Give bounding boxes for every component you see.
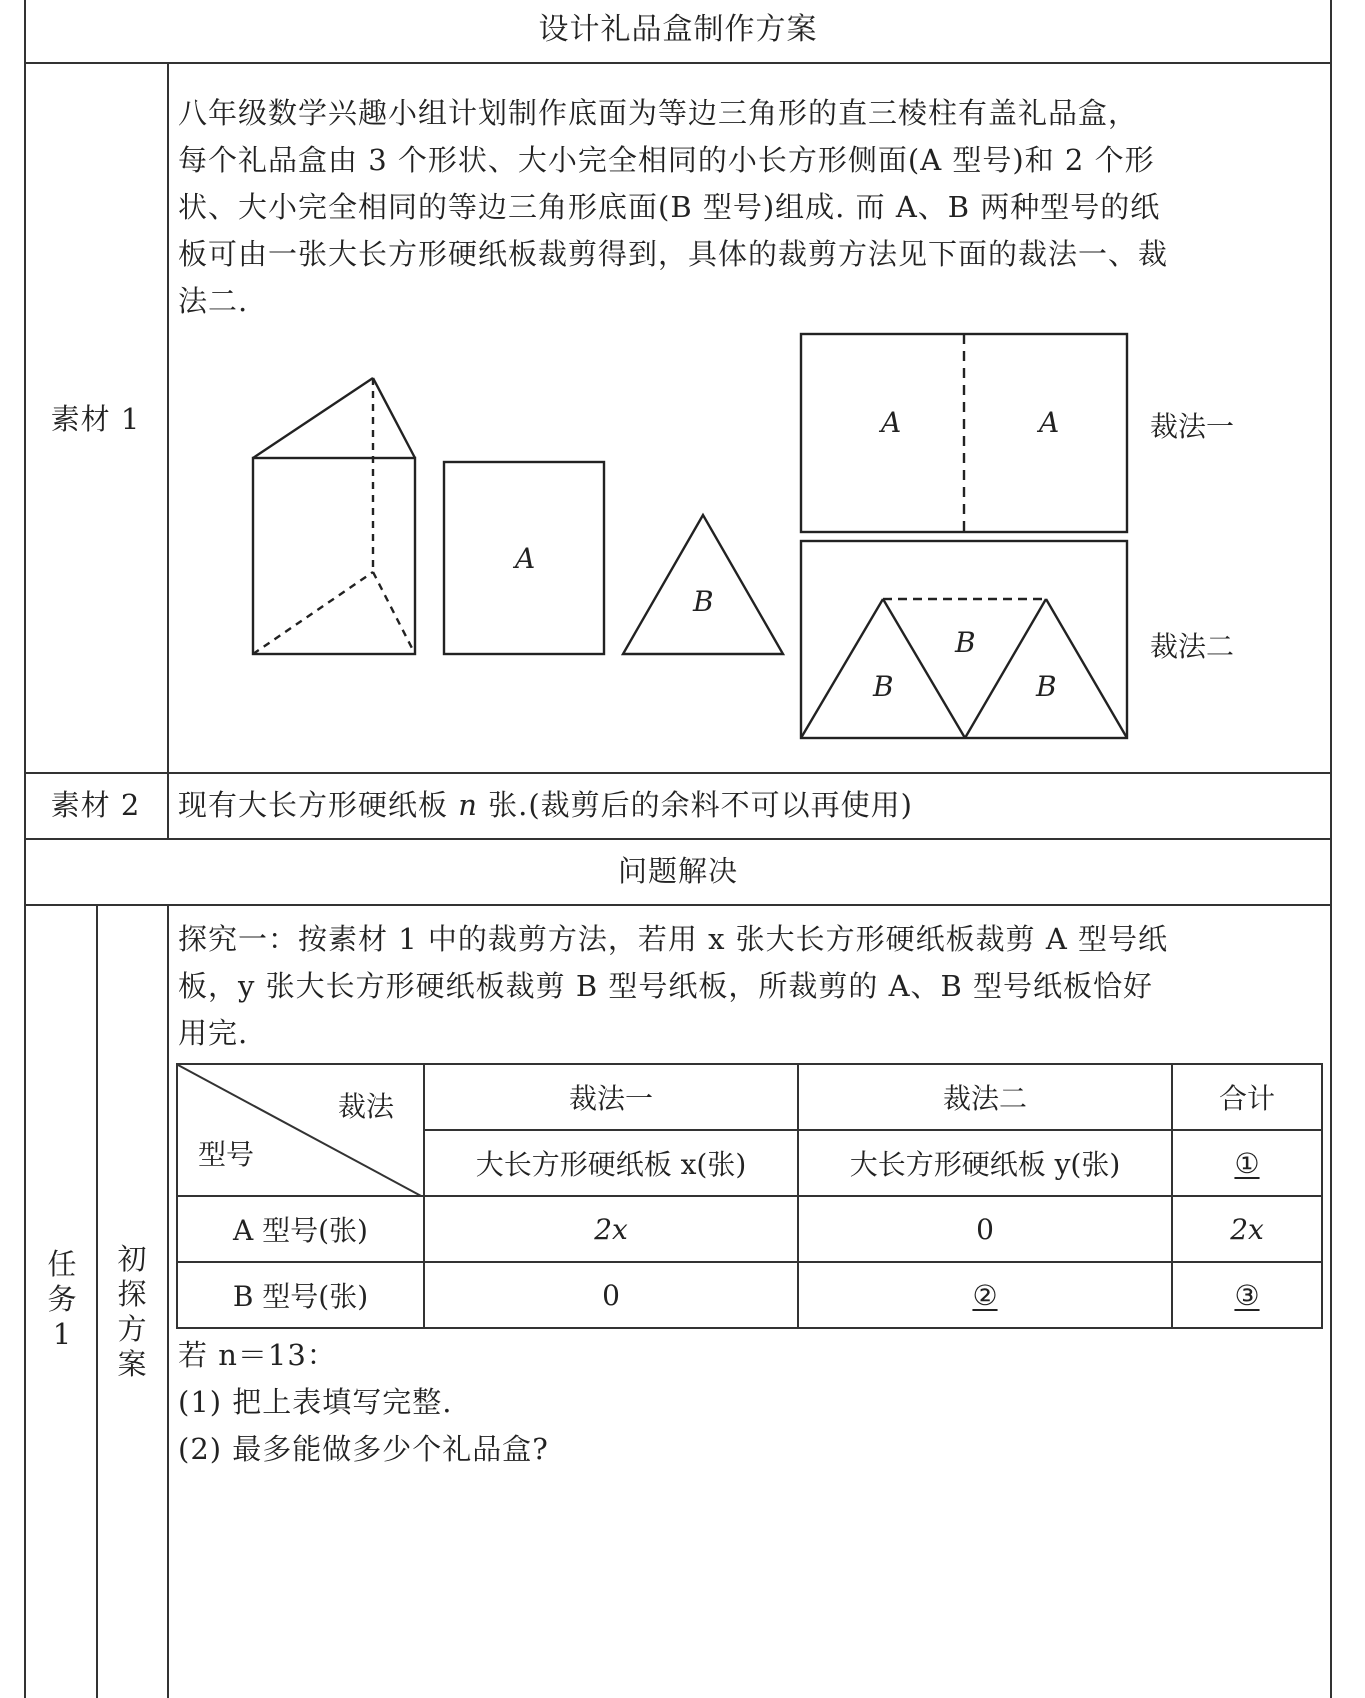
task1-intro (178, 916, 1328, 1057)
table-row-b-label: B 型号(张) (177, 1262, 424, 1328)
task1-sublabel-char: 初 (117, 1242, 147, 1276)
table-corner-cell (177, 1064, 424, 1196)
task1-intro-line: 探究一：按素材 1 中的裁剪方法，若用 x 张大长方形硬纸板裁剪 A 型号纸 (178, 922, 1169, 956)
table-subheader-method2: 大长方形硬纸板 y(张) (798, 1130, 1172, 1196)
material1-label: 素材 1 (50, 402, 141, 436)
material1-line: 状、大小完全相同的等边三角形底面(B 型号)组成. 而 A、B 两种型号的纸 (178, 190, 1161, 224)
method2-part-label: B (1036, 670, 1057, 703)
task-sub-divider (96, 904, 98, 1698)
table-blank-3: ③ (1172, 1262, 1322, 1328)
task1-label-char: 务 (47, 1282, 77, 1316)
table-row-a-label: A 型号(张) (177, 1196, 424, 1262)
table-blank-1: ① (1172, 1130, 1322, 1196)
material1-line: 八年级数学兴趣小组计划制作底面为等边三角形的直三棱柱有盖礼品盒， (178, 96, 1139, 130)
task1-label-char: 1 (52, 1317, 72, 1351)
task1-intro-line: 板，y 张大长方形硬纸板裁剪 B 型号纸板，所裁剪的 A、B 型号纸板恰好 (178, 969, 1154, 1003)
rule-section-bottom (24, 904, 1332, 906)
task1-sublabel (114, 1242, 150, 1382)
material2-text-pre: 现有大长方形硬纸板 (178, 788, 459, 822)
table-subheader-method1: 大长方形硬纸板 x(张) (424, 1130, 798, 1196)
material2-text-post: 张.(裁剪后的余料不可以再使用) (477, 788, 913, 822)
table-corner-bottom: 型号 (198, 1138, 255, 1171)
rectangle-a-label: A (515, 542, 536, 575)
task1-intro-line: 用完. (178, 1016, 249, 1050)
method2-part-label: B (873, 670, 894, 703)
table-header-method1: 裁法一 (424, 1064, 798, 1130)
task-column-divider (167, 904, 169, 1698)
task1-label-char: 任 (47, 1247, 77, 1281)
task1-sublabel-char: 方 (117, 1312, 147, 1346)
table-row-a-total: 2x (1172, 1196, 1322, 1262)
page-title: 设计礼品盒制作方案 (538, 12, 818, 47)
question-1: (1) 把上表填写完整. (178, 1385, 453, 1419)
triangle-b-label: B (693, 585, 714, 618)
method1-part-label: A (1039, 406, 1060, 439)
triangular-prism-figure (253, 378, 415, 654)
material1-line: 法二. (178, 284, 249, 318)
task1-sublabel-char: 案 (117, 1347, 147, 1381)
task1-label (44, 1247, 80, 1352)
question-2: (2) 最多能做多少个礼品盒? (178, 1432, 549, 1466)
table-row-a-method2: 0 (798, 1196, 1172, 1262)
cut-method-table (176, 1063, 1323, 1329)
material1-line: 每个礼品盒由 3 个形状、大小完全相同的小长方形侧面(A 型号)和 2 个形 (178, 143, 1155, 177)
method2-label: 裁法二 (1150, 630, 1235, 663)
table-header-method2: 裁法二 (798, 1064, 1172, 1130)
material2-text (178, 782, 913, 829)
table-header-total: 合计 (1172, 1064, 1322, 1130)
method1-part-label: A (881, 406, 902, 439)
method2-part-label: B (955, 626, 976, 659)
material2-label: 素材 2 (50, 788, 141, 822)
table-blank-2: ② (798, 1262, 1172, 1328)
table-corner-top: 裁法 (338, 1090, 395, 1123)
section-title: 问题解决 (617, 854, 738, 888)
table-row-a-method1: 2x (424, 1196, 798, 1262)
table-row-b-method1: 0 (424, 1262, 798, 1328)
method1-figure (801, 334, 1127, 532)
material1-line: 板可由一张大长方形硬纸板裁剪得到，具体的裁剪方法见下面的裁法一、裁 (178, 237, 1169, 271)
rule-material2-bottom (24, 838, 1332, 840)
method1-label: 裁法一 (1150, 410, 1235, 443)
task1-sublabel-char: 探 (117, 1277, 147, 1311)
question-condition: 若 n＝13： (178, 1338, 337, 1372)
material2-var: n (458, 788, 478, 822)
